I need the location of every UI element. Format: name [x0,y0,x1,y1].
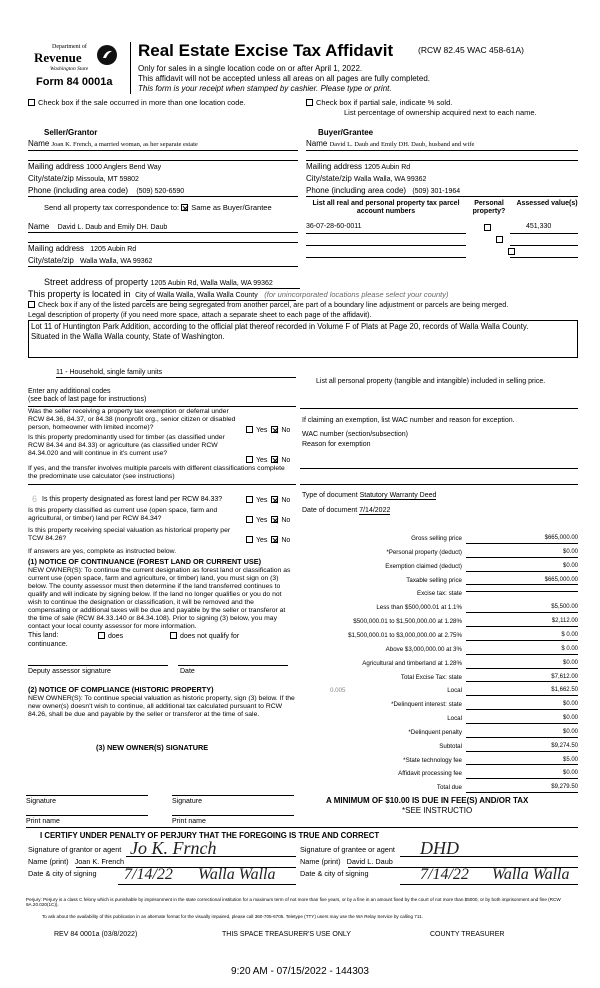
logo-dept: Department of [52,44,87,50]
doc-date: 7/14/2022 [359,507,391,514]
calc-row [296,563,578,574]
calc-label: Agricultural and timberland at 1.28% [362,659,462,667]
calc-label: Local [447,715,462,723]
q1-answers: Yes No [246,426,290,435]
corr-city-row: City/state/zip Walla Walla, WA 99362 [28,256,153,265]
located-row: This property is located in City of Walla Walla, Walla Walla County (for unincorporated locations please select your county) [28,289,449,299]
no-checkbox-icon[interactable] [271,536,278,543]
logo-emblem-icon [97,45,117,65]
question-exemption: Was the seller receiving a property tax exemption or deferral under RCW 84.36, 84.37, or 84.38 (nonprofit org., senior citizen or disabled person, homeowner with limited income)? [28,408,236,431]
calc-label: *Personal property (deduct) [386,548,462,556]
calc-label: *Delinquent penalty [408,728,462,736]
calc-value: $9,274.50 [466,743,578,752]
calc-value: $0.00 [466,770,578,779]
corr-name-row: Name David L. Daub and Emily DH. Daub [28,222,168,231]
grantor-date: 7/14/22 [124,866,173,883]
local-rate: 0.005 [330,687,346,695]
doc-type: Statutory Warranty Deed [359,492,437,499]
personal-checkbox-2-icon[interactable] [496,236,503,243]
calc-row [296,618,578,629]
form-number: Form 84 0001a [36,76,113,88]
question-timber: Is this property predominantly used for timber (as classified under RCW 84.34 and 84.33) or agriculture (as classified under RCW 84.34.020 and will continue in it's current use? [28,434,225,457]
recording-stamp: 9:20 AM - 07/15/2022 - 144303 [231,966,369,977]
doc-date-row: Date of document 7/14/2022 [302,507,391,514]
q2-answers: Yes No [246,456,290,465]
calc-label: Excise tax: state [416,590,462,598]
seller-heading: Seller/Grantor [44,128,98,137]
calc-value: $0.00 [466,660,578,669]
parcel-number-1: 36-07-28-60-0011 [306,223,362,230]
buyer-name-row: Name David L. Daub and Emily DH. Daub, husband and wife [306,139,475,148]
seller-mailing-row: Mailing address 1000 Anglers Bend Way [28,162,162,171]
calc-row [296,590,578,601]
calc-row [296,674,578,685]
legal-box [28,320,578,358]
calc-row [296,715,578,726]
corr-mailing: 1205 Aubin Rd [90,246,137,253]
deputy-signature-label: Deputy assessor signature [28,668,111,675]
calc-value: $9,279.50 [466,784,578,793]
no-checkbox-icon[interactable] [271,516,278,523]
located-value: City of Walla Walla, Walla Walla County [135,292,258,299]
calc-row [296,604,578,615]
calc-value: $5.00 [466,757,578,766]
seller-phone-row: Phone (including area code) (509) 520-6590 [28,186,185,195]
buyer-city: Walla Walla, WA 99362 [354,176,427,183]
see-instructions: *SEE INSTRUCTIO [402,806,473,815]
calc-value: $0.00 [466,701,578,710]
question-number: 6 [32,494,38,504]
this-land-row: This land: does does not qualify for [28,632,240,640]
calc-row [296,577,578,588]
calc-label: Less than $500,000.01 at 1.1% [376,604,462,612]
continuance-label: continuance. [28,641,68,648]
calc-row [296,687,578,698]
personal-property-list: List all personal property (tangible and intangible) included in selling price. [316,378,546,385]
calc-value: $0.00 [466,729,578,738]
not-qualify-checkbox-icon[interactable] [170,632,177,639]
parcel-header: List all real and personal property tax parcel account numbers [312,200,460,216]
does-checkbox-icon[interactable] [98,632,105,639]
doc-type-row: Type of document Statutory Warranty Deed [302,492,437,499]
yes-checkbox-icon[interactable] [246,456,253,463]
question-forest: Is this property designated as forest land per RCW 84.33? [42,496,223,503]
grantee-name: David L. Daub [346,857,393,866]
seller-name: Joan K. French, a married woman, as her separate estate [51,141,198,148]
logo-revenue: Revenue [34,50,82,65]
buyer-mailing-row: Mailing address 1205 Aubin Rd [306,162,411,171]
new-owner-signature-1: Signature [26,798,56,805]
calc-label: Subtotal [439,742,462,750]
yes-checkbox-icon[interactable] [246,426,253,433]
grantee-signature: DHD [420,838,459,858]
personal-header: Personal property? [472,200,506,216]
calc-label: Taxable selling price [406,576,462,584]
grantor-sig-label: Signature of grantor or agent [28,845,122,854]
seller-city: Missoula, MT 59802 [76,176,139,183]
certify-title: I CERTIFY UNDER PENALTY OF PERJURY THAT THE FOREGOING IS TRUE AND CORRECT [40,831,380,840]
calc-label: *State technology fee [403,756,462,764]
notice2-body: NEW OWNER(S): To continue special valuation as historic property, sign (3) below. If the new owner(s) doesn't wish to continue, all additional tax calculated pursuant to RCW 84.26, shall be due and payable by the seller or transferor at the time of sale. [28,695,295,718]
grantor-name-row: Name (print) Joan K. French [28,857,125,866]
seller-phone: (509) 520-6590 [136,188,185,195]
calc-row [296,701,578,712]
notice1-title: (1) NOTICE OF CONTINUANCE (FOREST LAND OR CURRENT USE) [28,557,262,566]
calc-row [296,632,578,643]
seller-mailing: 1000 Anglers Bend Way [86,164,162,171]
seller-name-row: Name Joan K. French, a married woman, as her separate estate [28,139,198,148]
corr-name: David L. Daub and Emily DH. Daub [57,224,168,231]
calc-row [296,743,578,754]
buyer-mailing: 1205 Aubin Rd [364,164,411,171]
calc-value: $0.00 [466,563,578,572]
personal-checkbox-1-icon[interactable] [484,224,491,231]
calc-label: Total due [436,784,462,792]
calc-row [296,757,578,768]
reason-label: Reason for exemption [302,441,371,448]
calc-label: *Delinquent interest: state [391,701,462,709]
calc-label: Local [447,687,462,695]
calc-value: $665,000.00 [466,535,578,544]
notice2-title: (2) NOTICE OF COMPLIANCE (HISTORIC PROPERTY) [28,685,214,694]
calc-value: $7,612.00 [466,674,578,683]
alternate-format-note: To ask about the availability of this publication in an alternate format for the visually impaired, please call 360-705-6705. Teletype (TTY) users may use the WA Relay Service by calling 711. [42,914,423,919]
calc-value: $0.00 [466,549,578,558]
calc-row [296,549,578,560]
grantor-date-label: Date & city of signing [28,869,97,878]
question-multiple-parcels: If yes, and the transfer involves multiple parcels with different classifications complete the predominate use calculator (see instructions) [28,465,285,480]
answers-yes-note: If answers are yes, complete as instructed below. [28,548,177,555]
minimum-due: A MINIMUM OF $10.00 IS DUE IN FEE(S) AND/OR TAX [326,796,529,805]
no-checkbox-icon[interactable] [271,426,278,433]
street-value: 1205 Aubin Rd, Walla Walla, WA 99362 [150,280,273,287]
new-owner-print-2: Print name [172,818,206,825]
county-treasurer: COUNTY TREASURER [430,931,505,938]
new-owner-signature-title: (3) NEW OWNER(S) SIGNATURE [96,743,209,752]
q4-answers: Yes No [246,496,290,505]
no-checkbox-icon[interactable] [271,496,278,503]
calc-value: $5,500.00 [466,604,578,613]
corr-mailing-row: Mailing address 1205 Aubin Rd [28,244,137,253]
seller-city-row: City/state/zip Missoula, MT 59802 [28,174,139,183]
logo-state: Washington State [50,66,89,72]
buyer-name: David L. Daub and Emily DH. Daub, husband and wife [329,141,475,148]
see-back: (see back of last page for instructions) [28,396,147,403]
calc-label: Gross selling price [411,535,462,542]
additional-codes: Enter any additional codes [28,388,111,395]
grantor-signature: Jo K. Frnch [130,838,217,858]
form-title: Real Estate Excise Tax Affidavit [138,41,394,60]
calc-label: Exemption claimed (deduct) [385,562,462,570]
buyer-phone-row: Phone (including area code) (509) 301-1964 [306,186,461,195]
header-note-3: This form is your receipt when stamped by cashier. Please type or print. [138,84,392,93]
new-owner-print-1: Print name [26,818,60,825]
calc-value: $ 0.00 [466,632,578,641]
calc-label: Total Excise Tax: state [400,673,462,681]
grantor-name: Joan K. French [74,857,125,866]
legal-description-2: Situated in the Walla Walla county, State of Washington. [31,332,225,341]
perjury-note: Perjury: Perjury is a class C felony which is punishable by imprisonment in the state correctional institution for a maximum term of not more than five years, or by a fine in an amount fixed by the court of not more than $5000, or by both imprisonment and fine (RCW 9A.20.020(1C)). [26,897,561,908]
buyer-heading: Buyer/Grantee [318,128,374,137]
checkbox-icon[interactable] [28,99,35,106]
calc-label: Affidavit processing fee [398,770,462,778]
assessed-header: Assessed value(s) [516,200,578,207]
calc-value: $665,000.00 [466,577,578,586]
partial-sale-note: List percentage of ownership acquired next to each name. [344,108,537,117]
legal-description: Lot 11 of Huntington Park Addition, according to the official plat thereof recorded in Volume F of Plats at Page 20, records of Walla Walla County. [31,322,529,331]
grantee-date-label: Date & city of signing [300,869,369,878]
wac-label: WAC number (section/subsection) [302,431,408,438]
calc-row [296,660,578,671]
yes-checkbox-icon[interactable] [246,536,253,543]
q5-answers: Yes No [246,516,290,525]
question-current-use: Is this property classified as current use (open space, farm and agricultural, or timber) land per RCW 84.34? [28,507,218,522]
calc-label: Above $3,000,000.00 at 3% [385,645,462,653]
calc-value: $0.00 [466,715,578,724]
corr-city: Walla Walla, WA 99362 [80,258,153,265]
calc-label: $1,500,000.01 to $3,000,000.00 at 2.75% [348,631,462,639]
same-as-checkbox-icon[interactable] [181,204,188,211]
calc-row [296,729,578,740]
header-note-2: This affidavit will not be accepted unless all areas on all pages are fully completed. [138,74,431,83]
grantor-city: Walla Walla [198,866,276,883]
yes-checkbox-icon[interactable] [246,496,253,503]
personal-checkbox-3-icon[interactable] [508,248,515,255]
calc-row [296,770,578,781]
grantee-date: 7/14/22 [420,866,469,883]
street-row: Street address of property 1205 Aubin Rd, Walla Walla, WA 99362 [44,277,273,287]
calc-value [466,590,578,592]
legal-label: Legal description of property (if you need more space, attach a separate sheet to each page of the affidavit). [28,310,372,319]
checkbox-icon[interactable] [306,99,313,106]
yes-checkbox-icon[interactable] [246,516,253,523]
calc-row [296,535,578,546]
grantee-name-row: Name (print) David L. Daub [300,857,393,866]
calc-row [296,784,578,795]
assessed-value-1: 451,330 [526,223,552,230]
revision-code: REV 84 0001a (03/8/2022) [54,931,138,938]
correspondence-row: Send all property tax correspondence to: Same as Buyer/Grantee [44,203,272,212]
land-use-code: 11 - Household, single family units [56,369,296,378]
calc-label: $500,000.01 to $1,500,000.00 at 1.28% [353,618,462,626]
header-note-1: Only for sales in a single location code on or after April 1, 2022. [138,64,363,73]
notice1-body: NEW OWNER(S): To continue the current designation as forest land or classification as current use (open space, farm and agriculture, or timber) land, you must sign on (3) below. The county assessor must then determine if the land transferred continues to qualify and will indicate by signing below. If the land no longer qualifies or you do not wish to continue the designation or classification, it will be removed and the compensating or additional taxes will be due and payable by the seller or transferor at the time of sale (RCW 84.33.140 or 84.34.108). Prior to signing (3) below, you may contact your local county assessor for more information. [28,567,291,630]
calc-value: $ 0.00 [466,646,578,655]
grantee-city: Walla Walla [492,866,570,883]
treasurer-use-only: THIS SPACE TREASURER'S USE ONLY [222,931,351,938]
partial-sale-check[interactable]: Check box if partial sale, indicate % sold. [306,99,452,108]
form-rcw: (RCW 82.45 WAC 458-61A) [418,45,524,55]
buyer-city-row: City/state/zip Walla Walla, WA 99362 [306,174,427,183]
calc-value: $2,112.00 [466,618,578,627]
q6-answers: Yes No [246,536,290,545]
deputy-date-label: Date [180,668,195,675]
segregated-check[interactable]: Check box if any of the listed parcels are being segregated from another parcel, are part of a boundary line adjustment or parcels are being merged. [28,301,508,309]
new-owner-signature-2: Signature [172,798,202,805]
no-checkbox-icon[interactable] [271,456,278,463]
calc-value: $1,662.50 [466,687,578,696]
multi-location-check[interactable]: Check box if the sale occurred in more than one location code. [28,99,246,108]
grantee-sig-label: Signature of grantee or agent [300,845,395,854]
calc-row [296,646,578,657]
question-historic: Is this property receiving special valuation as historical property per TCW 84.26? [28,527,231,542]
exemption-label: If claiming an exemption, list WAC number and reason for exception. [302,417,515,424]
buyer-phone: (509) 301-1964 [412,188,461,195]
checkbox-icon[interactable] [28,301,35,308]
